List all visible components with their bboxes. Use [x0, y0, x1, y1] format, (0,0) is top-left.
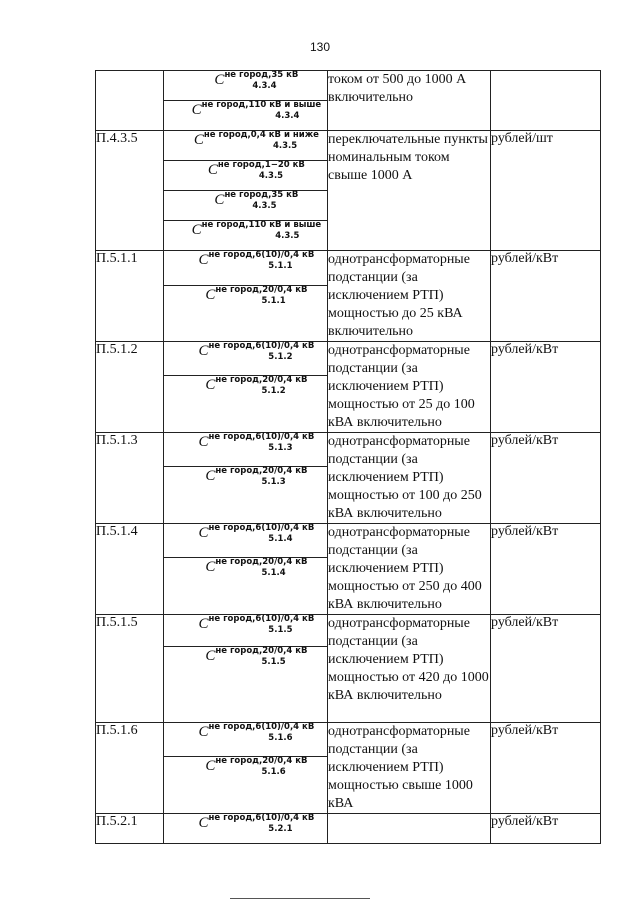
formula-subscript: 4.3.5 [258, 171, 284, 181]
formula [198, 614, 315, 635]
formula-superscript: не город,6(10)/0,4 кВ [208, 813, 315, 823]
formula-cell [164, 161, 328, 191]
formula-subscript: 5.1.1 [261, 295, 286, 306]
row-unit: рублей/кВт [491, 342, 601, 433]
formula-superscript: не город,1−20 кВ [217, 160, 305, 170]
formula-subscript: 4.3.4 [275, 111, 300, 121]
row-unit: рублей/шт [491, 131, 601, 251]
formula-superscript: не город,6(10)/0,4 кВ [208, 523, 315, 533]
row-code: П.5.1.5 [96, 615, 164, 723]
formula-cell [164, 524, 328, 558]
formula-cell [164, 466, 328, 523]
row-description: однотрансформаторные подстанции (за исключением РТП) мощностью от 25 до 100 кВА включительно [328, 342, 491, 433]
formula-symbol: C [205, 467, 216, 484]
formula-superscript: не город,35 кВ [224, 70, 299, 80]
formula-symbol: C [207, 162, 218, 178]
formula-symbol: C [205, 757, 216, 774]
formula-cell [164, 756, 328, 813]
formula-symbol: C [198, 525, 209, 541]
formula-symbol: C [198, 434, 209, 450]
row-code [96, 71, 164, 131]
formula-superscript: не город,20/0,4 кВ [215, 755, 308, 766]
table-row [96, 615, 601, 647]
row-description: однотрансформаторные подстанции (за исключением РТП) мощностью от 250 до 400 кВА включительно [328, 524, 491, 615]
formula-superscript: не город,35 кВ [224, 190, 299, 200]
row-description [328, 814, 491, 844]
formula-subscript: 5.1.1 [268, 261, 293, 271]
formula-subscript: 5.1.2 [268, 352, 293, 362]
formula-superscript: не город,6(10)/0,4 кВ [208, 432, 315, 442]
formula-subscript: 4.3.5 [275, 231, 300, 241]
row-code: П.5.1.4 [96, 524, 164, 615]
row-code: П.5.1.2 [96, 342, 164, 433]
row-unit: рублей/кВт [491, 723, 601, 814]
formula-superscript: не город,6(10)/0,4 кВ [208, 250, 315, 260]
formula-cell [164, 433, 328, 467]
row-unit: рублей/кВт [491, 251, 601, 342]
formula [214, 190, 299, 211]
formula-subscript: 4.3.5 [272, 141, 298, 151]
formula-subscript: 4.3.4 [252, 81, 277, 91]
page-bottom-rule [230, 898, 370, 899]
row-code: П.4.3.5 [96, 131, 164, 251]
formula-symbol: C [205, 376, 216, 393]
formula-subscript: 5.1.5 [268, 625, 293, 635]
formula-symbol: C [205, 286, 216, 303]
table-row [96, 71, 601, 101]
formula-superscript: не город,110 кВ и выше [201, 220, 322, 230]
formula-subscript: 5.1.3 [261, 476, 286, 487]
formula-cell [164, 557, 328, 614]
formula [205, 465, 308, 487]
formula-subscript: 5.1.3 [268, 443, 293, 453]
formula-symbol: C [198, 724, 209, 740]
row-description: однотрансформаторные подстанции (за исключением РТП) мощностью от 100 до 250 кВА включительно [328, 433, 491, 524]
formula [198, 341, 315, 362]
formula [214, 70, 299, 91]
row-unit: рублей/кВт [491, 814, 601, 844]
row-description: переключательные пункты номинальным током свыше 1000 А [328, 131, 491, 251]
formula-cell [164, 723, 328, 757]
table-row [96, 723, 601, 757]
formula-symbol: C [214, 72, 225, 88]
row-unit: рублей/кВт [491, 615, 601, 723]
formula-symbol: C [193, 132, 204, 148]
formula-cell [164, 221, 328, 251]
table-row [96, 524, 601, 558]
formula-cell [164, 285, 328, 341]
formula-superscript: не город,20/0,4 кВ [215, 465, 308, 476]
formula [198, 523, 315, 544]
formula-subscript: 5.1.6 [261, 766, 286, 777]
formula-superscript: не город,110 кВ и выше [201, 100, 322, 110]
formula [193, 130, 319, 151]
formula [191, 220, 322, 241]
formula-subscript: 5.1.4 [261, 567, 286, 578]
row-code: П.5.1.1 [96, 251, 164, 342]
row-code: П.5.1.3 [96, 433, 164, 524]
table-row [96, 814, 601, 844]
formula-cell [164, 814, 328, 844]
formula-symbol: C [198, 252, 209, 268]
formula [198, 813, 315, 834]
formula-subscript: 5.1.5 [261, 657, 286, 667]
formula [198, 432, 315, 453]
formula-symbol: C [214, 192, 225, 208]
formula-subscript: 5.1.2 [261, 385, 286, 396]
row-unit [491, 71, 601, 131]
formula [198, 722, 315, 743]
formula-subscript: 5.2.1 [268, 824, 293, 834]
row-description: однотрансформаторные подстанции (за исключением РТП) мощностью до 25 кВА включительно [328, 251, 491, 342]
formula-cell [164, 615, 328, 647]
row-description: однотрансформаторные подстанции (за исключением РТП) мощностью от 420 до 1000 кВА включительно [328, 615, 491, 723]
formula-cell [164, 342, 328, 376]
table-row [96, 251, 601, 286]
formula [191, 100, 322, 121]
formula-cell [164, 101, 328, 131]
formula [198, 250, 315, 271]
formula-cell [164, 191, 328, 221]
formula-superscript: не город,6(10)/0,4 кВ [208, 614, 315, 624]
row-code: П.5.1.6 [96, 723, 164, 814]
formula-symbol: C [198, 343, 209, 359]
table-row [96, 433, 601, 467]
row-unit: рублей/кВт [491, 433, 601, 524]
formula-superscript: не город,20/0,4 кВ [215, 284, 308, 295]
formula [205, 755, 308, 777]
formula-subscript: 5.1.6 [268, 733, 293, 743]
table-row [96, 131, 601, 161]
formula-symbol: C [198, 616, 209, 632]
formula-cell [164, 251, 328, 286]
formula-symbol: C [205, 648, 216, 664]
formula [205, 284, 308, 306]
formula-cell [164, 647, 328, 723]
formula [205, 374, 308, 396]
formula-symbol: C [191, 222, 202, 238]
formula-cell [164, 71, 328, 101]
formula-superscript: не город,6(10)/0,4 кВ [208, 722, 315, 732]
row-description: током от 500 до 1000 А включительно [328, 71, 491, 131]
formula-subscript: 5.1.4 [268, 534, 293, 544]
tariff-table [95, 70, 601, 844]
formula-subscript: 4.3.5 [252, 201, 277, 211]
page-number: 130 [309, 40, 331, 54]
row-unit: рублей/кВт [491, 524, 601, 615]
formula-superscript: не город,20/0,4 кВ [215, 556, 308, 567]
formula-superscript: не город,20/0,4 кВ [215, 374, 308, 385]
formula [207, 160, 305, 181]
formula-superscript: не город,6(10)/0,4 кВ [208, 341, 315, 351]
formula-symbol: C [198, 815, 209, 831]
formula-symbol: C [205, 558, 216, 575]
formula [205, 646, 308, 667]
row-description: однотрансформаторные подстанции (за исключением РТП) мощностью свыше 1000 кВА [328, 723, 491, 814]
formula-symbol: C [191, 102, 202, 118]
row-code: П.5.2.1 [96, 814, 164, 844]
formula-superscript: не город,20/0,4 кВ [215, 646, 308, 656]
table-row [96, 342, 601, 376]
formula-cell [164, 131, 328, 161]
formula [205, 556, 308, 578]
formula-superscript: не город,0,4 кВ и ниже [203, 130, 319, 140]
formula-cell [164, 375, 328, 432]
